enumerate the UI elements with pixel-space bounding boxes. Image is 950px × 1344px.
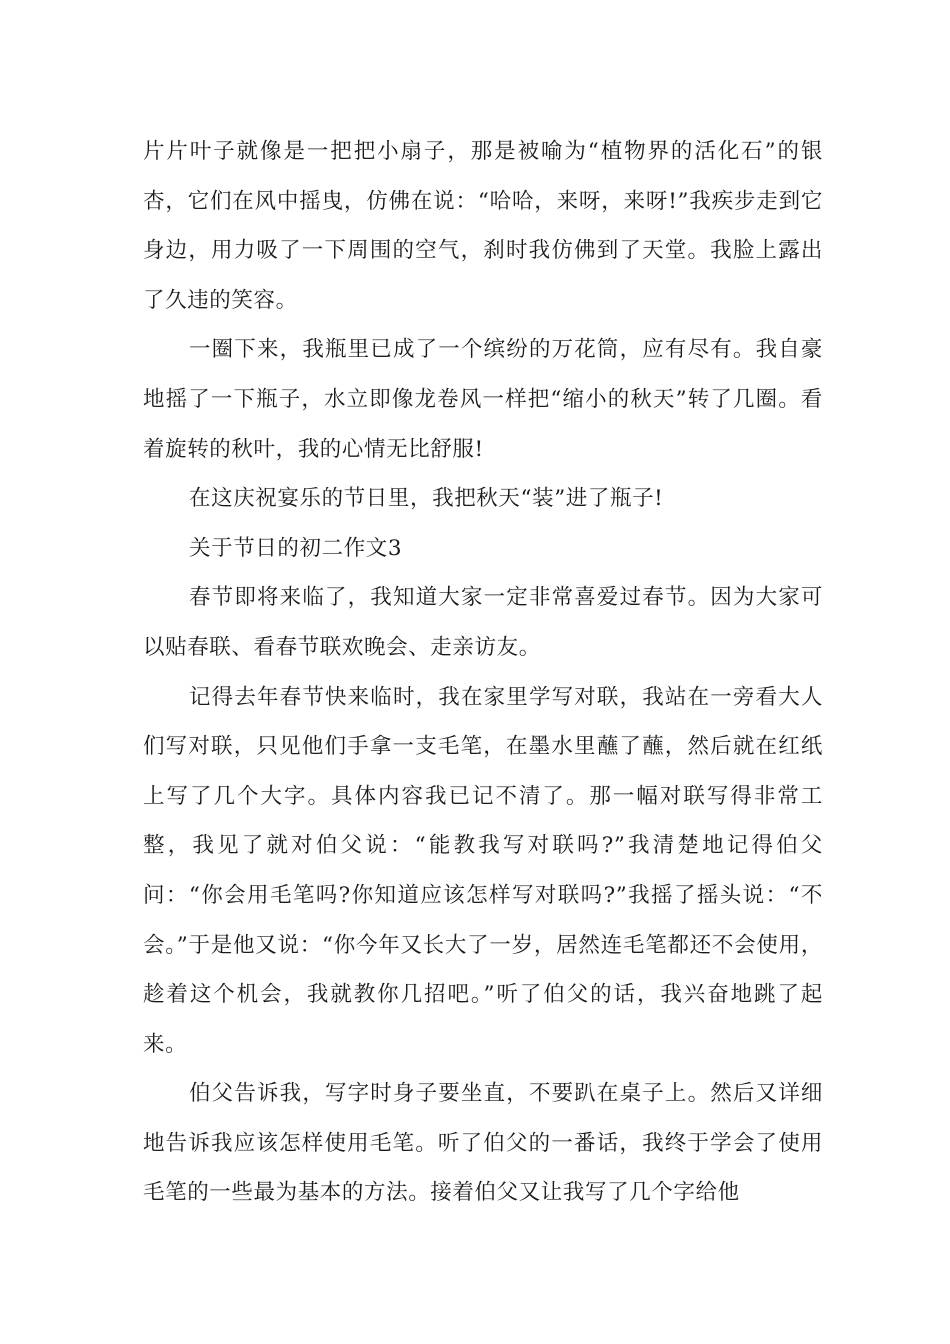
line: 春节即将来临了，我知道大家一定非常喜爱过春节。因为大家 xyxy=(189,585,801,611)
line: “不会。”于是他又说：“你今年又长大了一岁，居然连毛笔都还 xyxy=(143,882,823,958)
line: 常工整，我见了就对伯父说：“能教我写对联吗?”我清楚地记得伯 xyxy=(143,783,824,859)
line: 圈。看着旋转的秋叶，我的心情无比舒服! xyxy=(143,386,823,462)
line: 红纸上写了几个大字。具体内容我已记不清了。那一幅对联写得非 xyxy=(143,734,823,809)
line: 片片叶子就像是一把把小扇子，那是被喻为“植物界的活化石”的 xyxy=(143,139,801,164)
line: 人们写对联，只见他们手拿一支毛笔，在墨水里蘸了蘸，然后就在 xyxy=(143,684,823,760)
line: 细地告诉我应该怎样使用毛笔。听了伯父的一番话，我终于学会了 xyxy=(143,1081,823,1156)
line: 记得去年春节快来临时，我在家里学写对联，我站在一旁看大 xyxy=(189,684,801,710)
paragraph-1 xyxy=(143,127,823,325)
line: 银杏，它们在风中摇曳，仿佛在说：“哈哈，来呀，来呀!”我疾步 xyxy=(143,139,823,214)
paragraph-6 xyxy=(143,673,823,1070)
paragraph-2 xyxy=(143,325,823,474)
document-page xyxy=(143,127,823,1218)
line: 走到它身边，用力吸了一下周围的空气，刹时我仿佛到了天堂。我 xyxy=(143,188,823,264)
paragraph-5 xyxy=(143,573,823,672)
paragraph-3 xyxy=(143,474,823,524)
line: 在这庆祝宴乐的节日里，我把秋天“装”进了瓶子! xyxy=(189,486,664,512)
line: 可以贴春联、看春节联欢晚会、走亲访友。 xyxy=(143,585,823,660)
line: 使用毛笔的一些最为基本的方法。接着伯父又让我写了几个字给他 xyxy=(143,1130,823,1206)
line: 伯父告诉我，写字时身子要坐直，不要趴在桌子上。然后又详 xyxy=(189,1081,801,1107)
line: 不会使用，趁着这个机会，我就教你几招吧。”听了伯父的话，我 xyxy=(143,932,823,1008)
line: 兴奋地跳了起来。 xyxy=(143,982,823,1057)
paragraph-7 xyxy=(143,1069,823,1218)
line: 父问：“你会用毛笔吗?你知道应该怎样写对联吗?”我摇了摇头说： xyxy=(143,833,823,908)
heading-text: 关于节日的初二作文3 xyxy=(189,535,403,561)
section-heading xyxy=(143,524,823,574)
line: 脸上露出了久违的笑容。 xyxy=(143,238,824,313)
line: 一圈下来，我瓶里已成了一个缤纷的万花筒，应有尽有。我自 xyxy=(189,337,801,363)
line: 豪地摇了一下瓶子，水立即像龙卷风一样把“缩小的秋天”转了几 xyxy=(143,337,823,412)
